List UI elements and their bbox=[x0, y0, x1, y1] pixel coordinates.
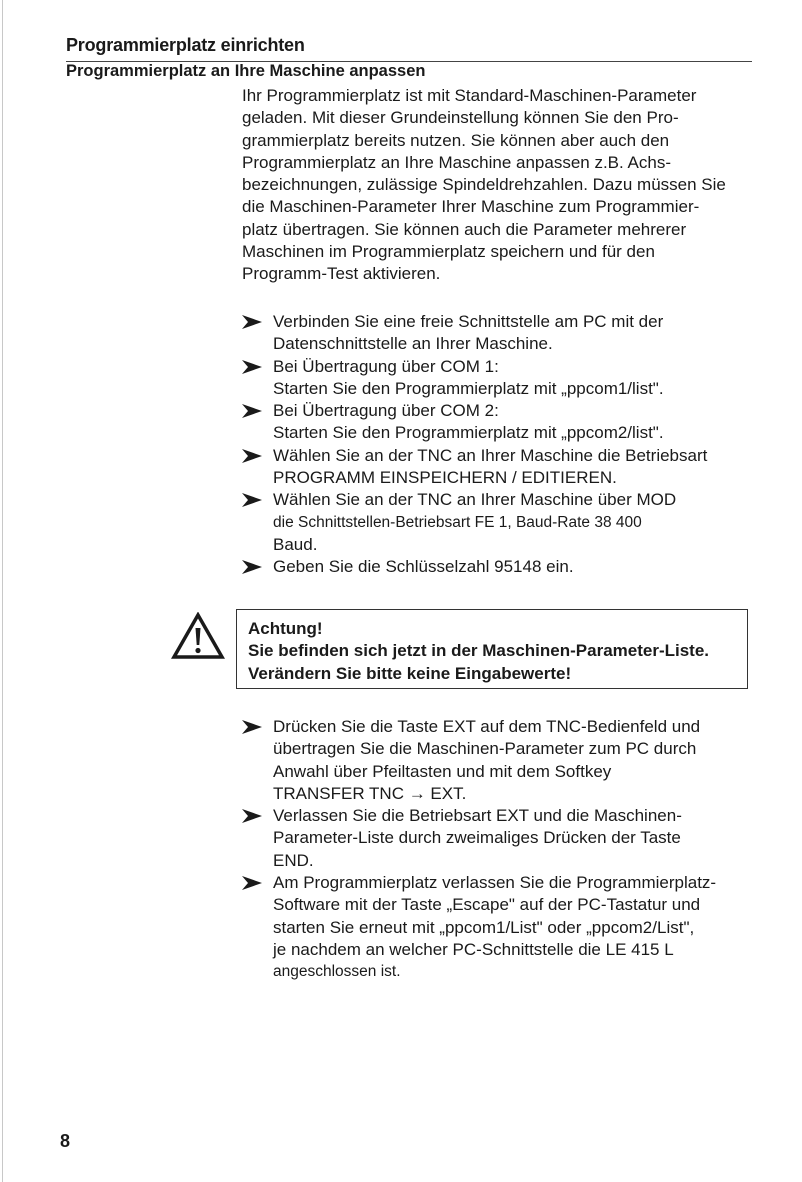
step-item bbox=[242, 872, 782, 983]
section-title: Programmierplatz an Ihre Maschine anpassen bbox=[66, 62, 426, 80]
step-line: die Schnittstellen-Betriebsart FE 1, Baud-Rate 38 400 bbox=[273, 513, 642, 531]
intro-line: Maschinen im Programmierplatz speichern und für den bbox=[242, 242, 655, 262]
step-line: Bei Übertragung über COM 1: bbox=[273, 356, 499, 376]
intro-line: platz übertragen. Sie können auch die Parameter mehrerer bbox=[242, 219, 687, 239]
intro-line: geladen. Mit dieser Grundeinstellung können Sie den Pro- bbox=[242, 108, 679, 128]
step-line: Am Programmierplatz verlassen Sie die Programmierplatz- bbox=[273, 873, 717, 893]
step-item bbox=[242, 716, 782, 805]
chapter-title: Programmierplatz einrichten bbox=[66, 35, 305, 55]
step-line: PROGRAMM EINSPEICHERN / EDITIEREN. bbox=[273, 468, 617, 488]
step-line: angeschlossen ist. bbox=[273, 963, 401, 981]
arrow-bullet-icon bbox=[242, 315, 262, 329]
arrow-bullet-icon bbox=[242, 876, 262, 890]
step-line: Verlassen Sie die Betriebsart EXT und die Maschinen- bbox=[273, 806, 682, 826]
warning-line: Verändern Sie bitte keine Eingabewerte! bbox=[248, 663, 572, 683]
step-item bbox=[242, 356, 782, 401]
step-line: Geben Sie die Schlüsselzahl 95148 ein. bbox=[273, 557, 574, 577]
step-line: TRANSFER TNC → EXT. bbox=[273, 783, 467, 803]
step-item bbox=[242, 445, 782, 490]
arrow-bullet-icon bbox=[242, 360, 262, 374]
intro-line: bezeichnungen, zulässige Spindeldrehzahlen. Dazu müssen Sie bbox=[242, 175, 726, 195]
step-item bbox=[242, 556, 782, 578]
step-line: Datenschnittstelle an Ihrer Maschine. bbox=[273, 334, 553, 354]
step-line: je nachdem an welcher PC-Schnittstelle die LE 415 L bbox=[273, 939, 674, 959]
arrow-bullet-icon bbox=[242, 809, 262, 823]
step-line: END. bbox=[273, 850, 314, 870]
arrow-bullet-icon bbox=[242, 449, 262, 463]
step-line: Anwahl über Pfeiltasten und mit dem Softkey bbox=[273, 761, 612, 781]
warning-text bbox=[248, 618, 709, 685]
step-line: Bei Übertragung über COM 2: bbox=[273, 401, 499, 421]
step-line: Starten Sie den Programmierplatz mit „ppcom2/list". bbox=[273, 423, 664, 443]
intro-line: die Maschinen-Parameter Ihrer Maschine zum Programmier- bbox=[242, 197, 700, 217]
intro-line: grammierplatz bereits nutzen. Sie können aber auch den bbox=[242, 130, 670, 150]
intro-line: Ihr Programmierplatz ist mit Standard-Maschinen-Parameter bbox=[242, 86, 697, 105]
warning-triangle-icon bbox=[171, 612, 225, 660]
step-item bbox=[242, 805, 782, 872]
step-line: Verbinden Sie eine freie Schnittstelle am PC mit der bbox=[273, 312, 664, 331]
arrow-bullet-icon bbox=[242, 493, 262, 507]
step-line: Starten Sie den Programmierplatz mit „ppcom1/list". bbox=[273, 378, 664, 398]
steps-list-before bbox=[242, 311, 782, 579]
step-line: übertragen Sie die Maschinen-Parameter zum PC durch bbox=[273, 739, 697, 759]
warning-heading: Achtung! bbox=[248, 619, 323, 638]
step-line: Wählen Sie an der TNC an Ihrer Maschine die Betriebsart bbox=[273, 445, 708, 465]
steps-list-after bbox=[242, 716, 782, 984]
page-edge bbox=[2, 0, 3, 1182]
step-line: Baud. bbox=[273, 534, 318, 554]
intro-line: Programmierplatz an Ihre Maschine anpassen z.B. Achs- bbox=[242, 152, 671, 172]
step-item bbox=[242, 489, 782, 556]
step-line: Wählen Sie an der TNC an Ihrer Maschine über MOD bbox=[273, 490, 677, 510]
intro-paragraph bbox=[242, 85, 726, 286]
page-number: 8 bbox=[60, 1131, 71, 1151]
warning-line: Sie befinden sich jetzt in der Maschinen-Parameter-Liste. bbox=[248, 641, 710, 661]
intro-line: Programm-Test aktivieren. bbox=[242, 264, 441, 284]
arrow-bullet-icon bbox=[242, 404, 262, 418]
step-line: Drücken Sie die Taste EXT auf dem TNC-Bedienfeld und bbox=[273, 717, 701, 736]
step-line: starten Sie erneut mit „ppcom1/List" oder „ppcom2/List", bbox=[273, 917, 695, 937]
step-line: Parameter-Liste durch zweimaliges Drücken der Taste bbox=[273, 828, 681, 848]
step-item bbox=[242, 311, 782, 356]
step-line: Software mit der Taste „Escape" auf der PC-Tastatur und bbox=[273, 895, 701, 915]
step-item bbox=[242, 400, 782, 445]
arrow-bullet-icon bbox=[242, 720, 262, 734]
arrow-bullet-icon bbox=[242, 560, 262, 574]
